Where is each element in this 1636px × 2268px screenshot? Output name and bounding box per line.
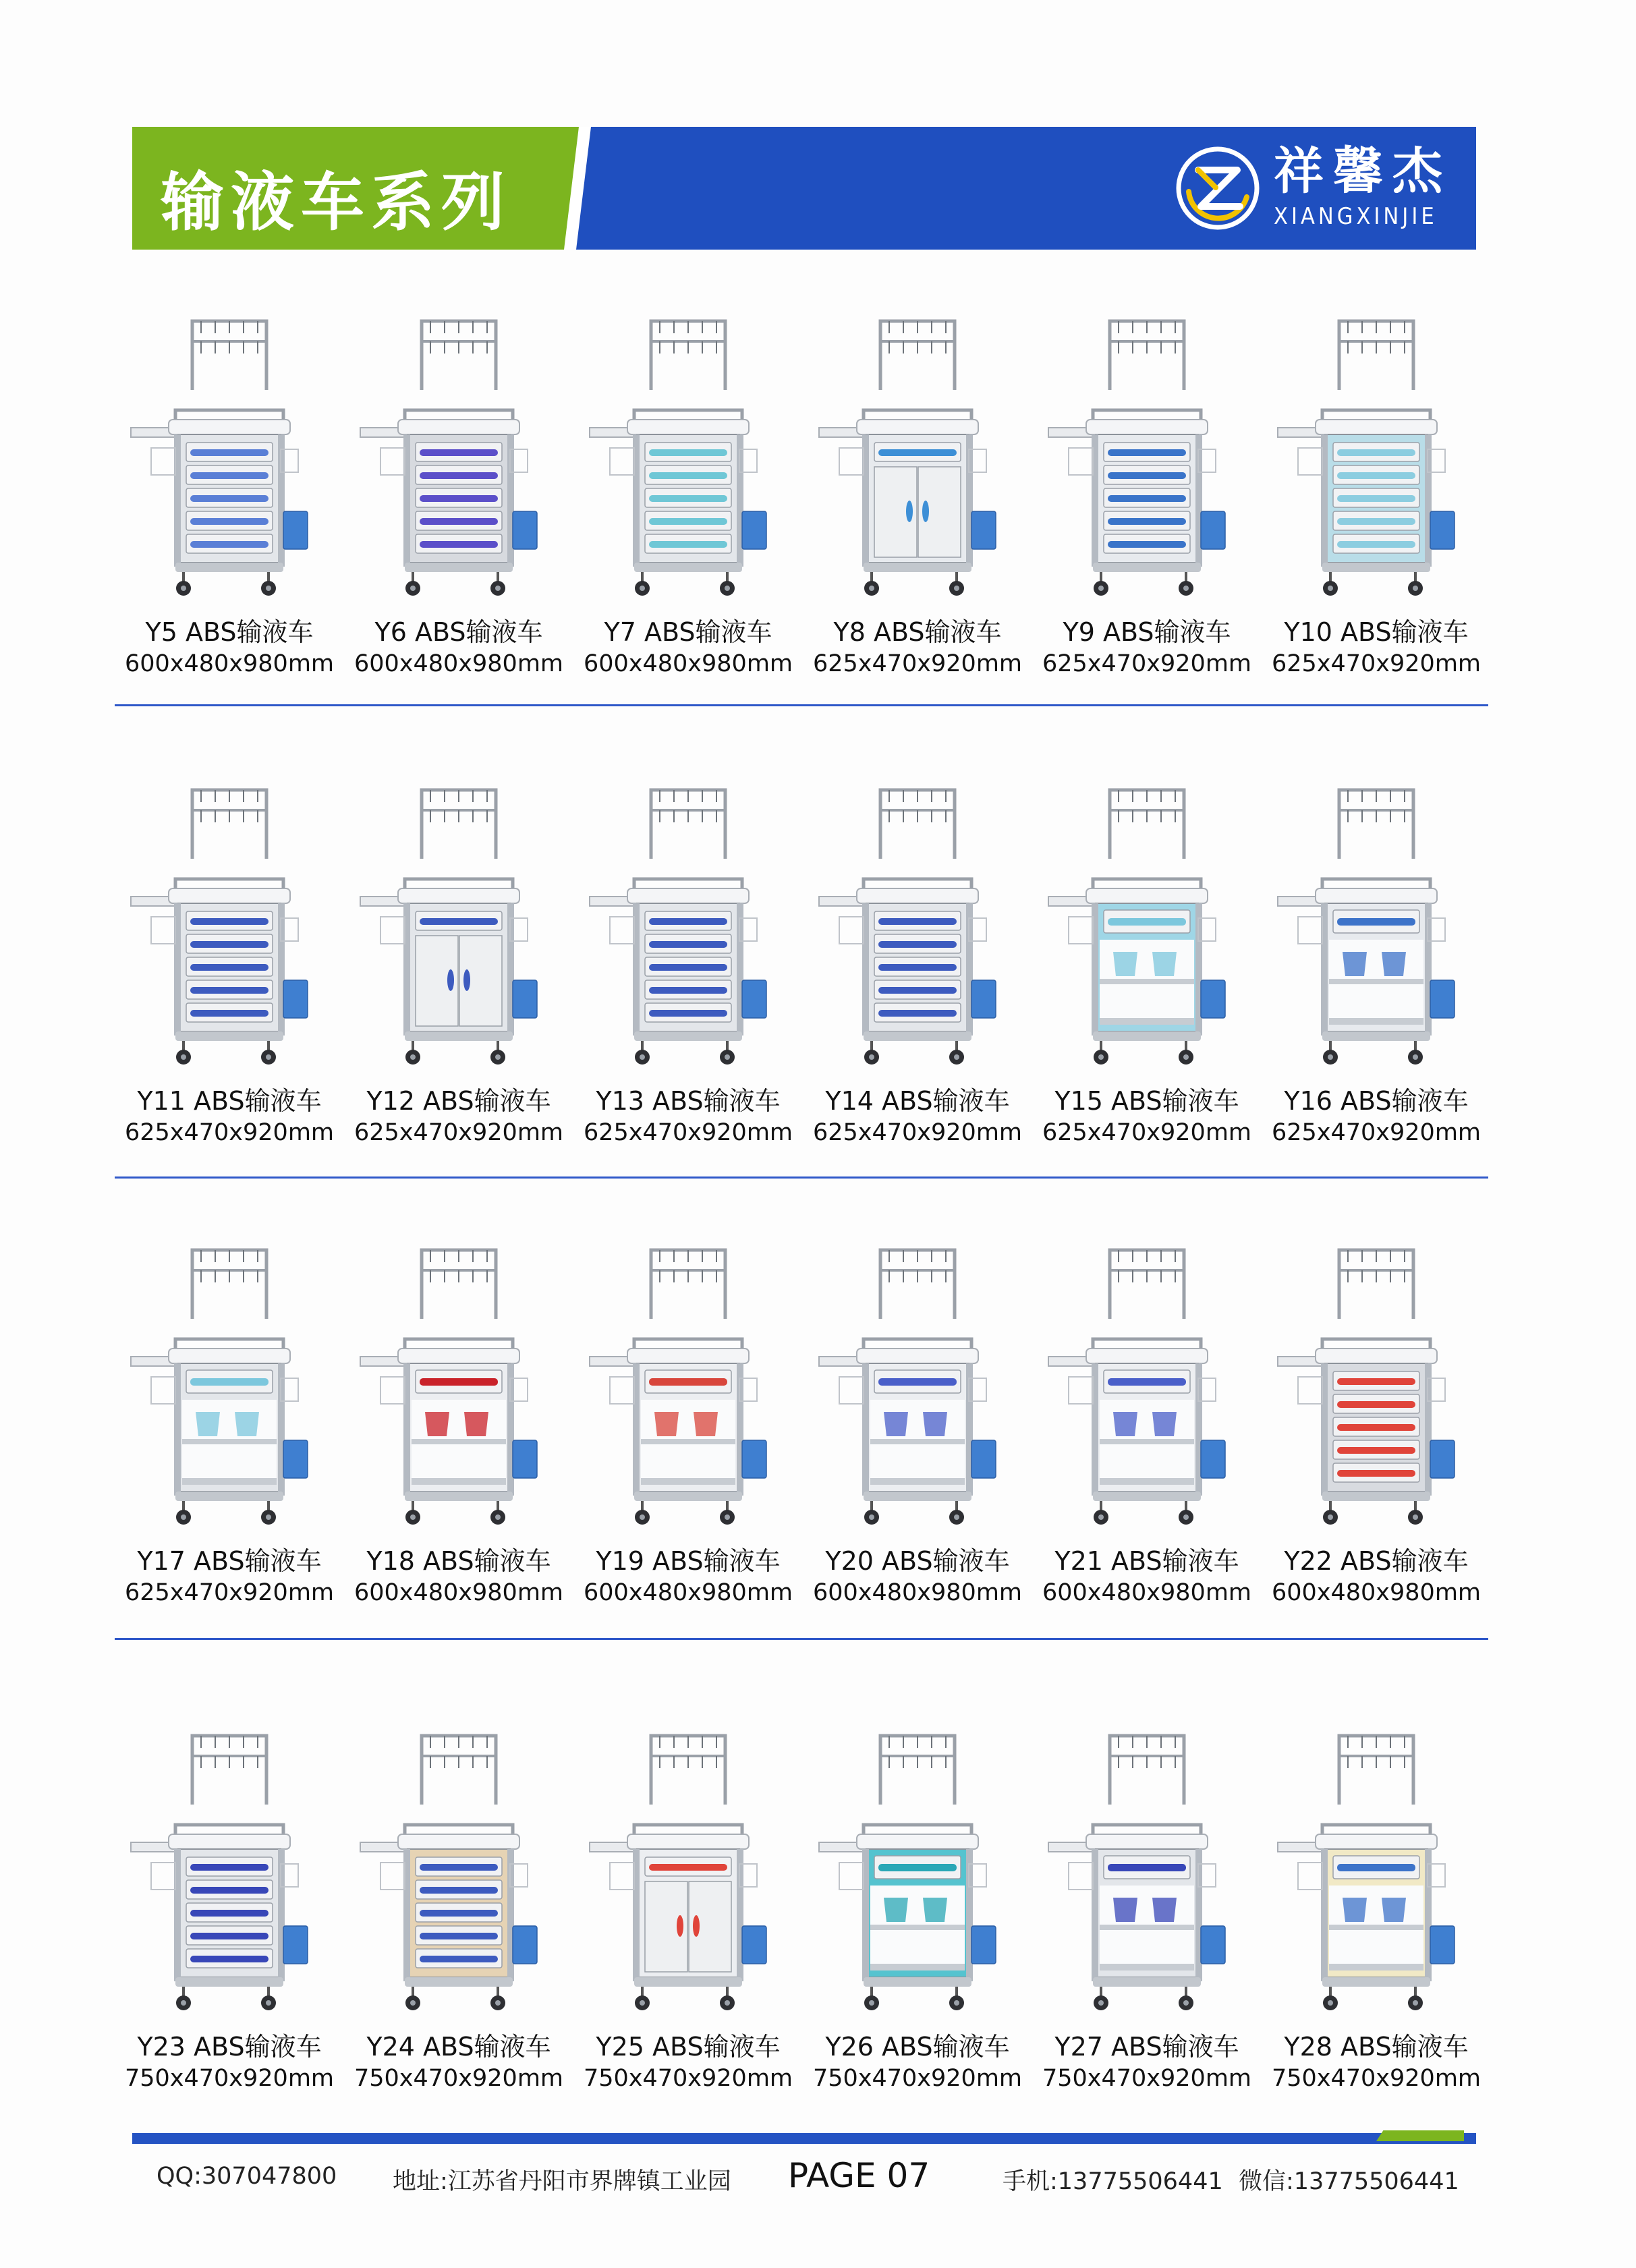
product-name: Y21 ABS输液车 [1054,1546,1239,1576]
product-dimensions: 750x470x920mm [1042,2065,1252,2092]
product-card [115,1724,344,2115]
product-dimensions: 625x470x920mm [1271,1119,1482,1146]
product-name: Y6 ABS输液车 [374,617,543,647]
product-name: Y28 ABS输液车 [1284,2032,1469,2062]
product-name: Y26 ABS输液车 [825,2032,1010,2062]
product-image [810,309,1025,613]
product-dimensions: 600x480x980mm [124,650,335,677]
product-image [121,778,337,1081]
product-dimensions: 625x470x920mm [124,1119,335,1146]
product-card [115,309,344,700]
product-image [121,1238,337,1541]
product-card [344,1238,573,1629]
footer-qq: QQ:307047800 [157,2163,337,2190]
product-card [573,1724,803,2115]
product-card [1262,1724,1491,2115]
product-name: Y18 ABS输液车 [366,1546,551,1576]
product-image [1039,1238,1255,1541]
product-dimensions: 625x470x920mm [124,1579,335,1606]
product-dimensions: 625x470x920mm [583,1119,793,1146]
footer-accent [1376,2130,1464,2141]
product-dimensions: 625x470x920mm [1042,1119,1252,1146]
product-card [1262,1238,1491,1629]
brand-logo [1174,143,1452,233]
product-name: Y12 ABS输液车 [366,1086,551,1116]
product-image [121,309,337,613]
product-card [115,778,344,1169]
product-name: Y11 ABS输液车 [137,1086,322,1116]
product-image [1039,778,1255,1081]
footer-phone: 手机:13775506441 [1003,2168,1223,2195]
row-divider [115,704,1488,706]
product-dimensions: 750x470x920mm [583,2065,793,2092]
product-image [1039,1724,1255,2027]
product-card [1262,778,1491,1169]
product-name: Y9 ABS输液车 [1063,617,1231,647]
product-card [803,1238,1032,1629]
product-dimensions: 600x480x980mm [583,1579,793,1606]
product-name: Y27 ABS输液车 [1054,2032,1239,2062]
product-dimensions: 625x470x920mm [354,1119,564,1146]
product-name: Y20 ABS输液车 [825,1546,1010,1576]
product-name: Y10 ABS输液车 [1284,617,1469,647]
product-image [1268,778,1484,1081]
row-divider [115,1638,1488,1640]
footer-address: 地址:江苏省丹阳市界牌镇工业园 [393,2168,731,2195]
product-card [1262,309,1491,700]
product-dimensions: 625x470x920mm [812,650,1023,677]
product-name: Y19 ABS输液车 [596,1546,781,1576]
product-card [803,778,1032,1169]
product-name: Y15 ABS输液车 [1054,1086,1239,1116]
product-image [351,1238,567,1541]
product-dimensions: 600x480x980mm [354,650,564,677]
product-card [573,778,803,1169]
product-dimensions: 625x470x920mm [812,1119,1023,1146]
product-name: Y17 ABS输液车 [137,1546,322,1576]
product-card [1032,778,1262,1169]
product-card [1032,1724,1262,2115]
product-dimensions: 600x480x980mm [354,1579,564,1606]
footer-bar [132,2133,1476,2144]
product-name: Y8 ABS输液车 [833,617,1002,647]
product-image [580,1238,796,1541]
product-image [351,1724,567,2027]
product-card [115,1238,344,1629]
row-divider [115,1176,1488,1179]
product-image [1039,309,1255,613]
product-name: Y24 ABS输液车 [366,2032,551,2062]
product-image [810,1724,1025,2027]
product-image [351,778,567,1081]
product-dimensions: 600x480x980mm [1042,1579,1252,1606]
product-dimensions: 750x470x920mm [124,2065,335,2092]
product-image [121,1724,337,2027]
product-name: Y16 ABS输液车 [1284,1086,1469,1116]
product-row [115,309,1491,700]
product-card [1032,309,1262,700]
brand-name-cn: 祥馨杰 [1274,142,1452,200]
product-dimensions: 625x470x920mm [1042,650,1252,677]
product-image [1268,1238,1484,1541]
product-name: Y13 ABS输液车 [596,1086,781,1116]
product-image [810,1238,1025,1541]
product-image [351,309,567,613]
product-card [573,1238,803,1629]
product-card [1032,1238,1262,1629]
product-row [115,1724,1491,2115]
product-card [344,778,573,1169]
product-image [1268,309,1484,613]
product-name: Y25 ABS输液车 [596,2032,781,2062]
product-card [803,309,1032,700]
product-row [115,1238,1491,1629]
brand-name-en: XIANGXINJIE [1274,203,1438,230]
product-card [344,309,573,700]
product-dimensions: 750x470x920mm [354,2065,564,2092]
product-row [115,778,1491,1169]
product-name: Y23 ABS输液车 [137,2032,322,2062]
product-dimensions: 625x470x920mm [1271,650,1482,677]
footer-wechat: 微信:13775506441 [1239,2168,1459,2195]
product-name: Y22 ABS输液车 [1284,1546,1469,1576]
page-number: PAGE 07 [788,2156,930,2195]
header-banner [132,127,1476,250]
product-image [580,778,796,1081]
product-dimensions: 750x470x920mm [1271,2065,1482,2092]
product-image [1268,1724,1484,2027]
product-name: Y5 ABS输液车 [145,617,314,647]
product-image [580,1724,796,2027]
product-name: Y7 ABS输液车 [604,617,772,647]
product-image [580,309,796,613]
brand-logo-icon [1174,144,1262,232]
product-card [573,309,803,700]
page-title: 输液车系列 [161,166,512,239]
product-dimensions: 600x480x980mm [1271,1579,1482,1606]
product-dimensions: 750x470x920mm [812,2065,1023,2092]
product-card [344,1724,573,2115]
product-dimensions: 600x480x980mm [583,650,793,677]
product-dimensions: 600x480x980mm [812,1579,1023,1606]
product-name: Y14 ABS输液车 [825,1086,1010,1116]
product-card [803,1724,1032,2115]
product-image [810,778,1025,1081]
